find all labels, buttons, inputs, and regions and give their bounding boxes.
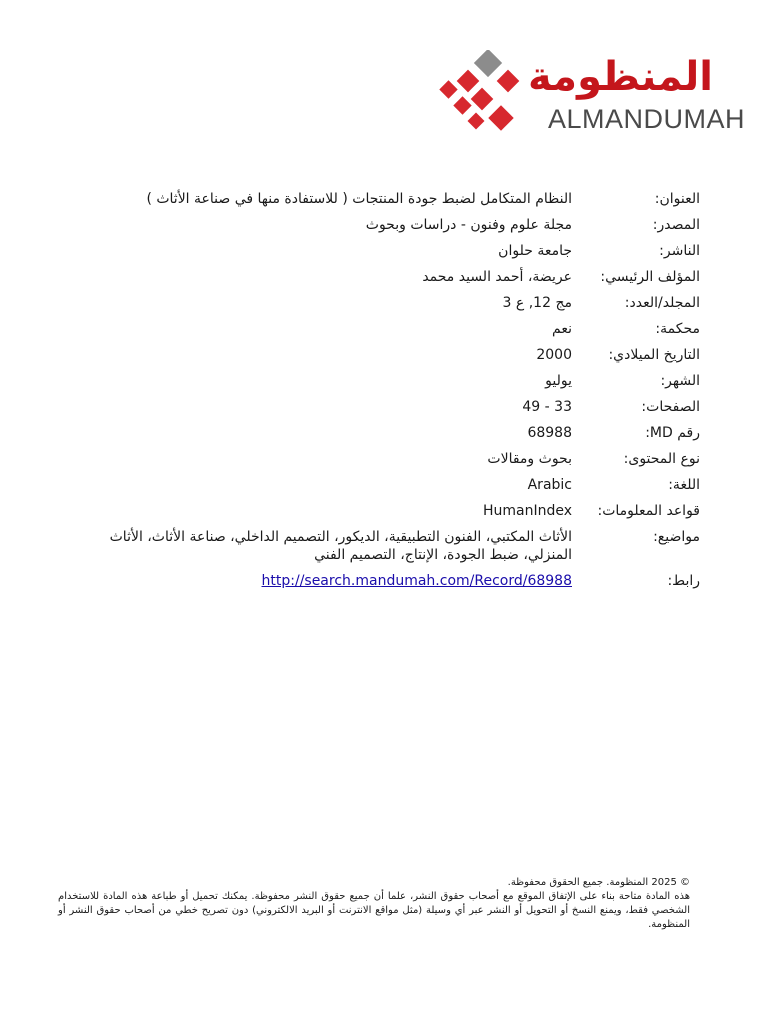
label-volume: المجلد/العدد: bbox=[624, 295, 700, 311]
value-publisher: جامعة حلوان bbox=[498, 243, 572, 259]
label-month: الشهر: bbox=[660, 373, 700, 389]
label-link: رابط: bbox=[667, 573, 700, 589]
value-language: Arabic bbox=[527, 477, 572, 493]
logo-arabic-text: المنظومة bbox=[528, 54, 713, 100]
value-volume: مج 12, ع 3 bbox=[502, 295, 572, 311]
label-author: المؤلف الرئيسي: bbox=[600, 269, 700, 285]
value-peer-reviewed: نعم bbox=[552, 321, 572, 337]
value-pages: 33 - 49 bbox=[522, 399, 572, 415]
almandumah-logo bbox=[436, 50, 746, 140]
row-volume bbox=[80, 294, 700, 312]
logo-latin-text: ALMANDUMAH bbox=[548, 104, 746, 134]
row-title bbox=[80, 190, 700, 208]
row-md-number bbox=[80, 424, 700, 442]
record-link[interactable]: http://search.mandumah.com/Record/68988 bbox=[261, 573, 572, 589]
row-databases bbox=[80, 502, 700, 520]
value-subjects: الأثاث المكتبي، الفنون التطبيقية، الديكور، التصميم الداخلي، صناعة الأثاث، الأثاث المنزلي، ضبط الجودة، الإنتاج، التصميم الفني bbox=[109, 529, 572, 563]
label-source: المصدر: bbox=[652, 217, 700, 233]
footer-notice bbox=[58, 876, 690, 932]
label-publisher: الناشر: bbox=[659, 243, 700, 259]
row-pages bbox=[80, 398, 700, 416]
row-language bbox=[80, 476, 700, 494]
label-content-type: نوع المحتوى: bbox=[623, 451, 700, 467]
label-year: التاريخ الميلادي: bbox=[608, 347, 700, 363]
label-language: اللغة: bbox=[668, 477, 700, 493]
row-year bbox=[80, 346, 700, 364]
label-subjects: مواضيع: bbox=[653, 529, 700, 545]
logo-diamond-mark bbox=[436, 50, 536, 140]
row-content-type bbox=[80, 450, 700, 468]
row-month bbox=[80, 372, 700, 390]
value-content-type: بحوث ومقالات bbox=[487, 451, 572, 467]
footer-terms: هذه المادة متاحة بناء على الإتفاق الموقع مع أصحاب حقوق النشر، علما أن جميع حقوق النشر محفوظة. يمكنك تحميل أو طباعة هذه المادة للاستخدام الشخصي فقط، ويمنع النسخ أو التحويل أو النشر عبر أي وسيلة (مثل مواقع الانترنت أو البريد الالكتروني) دون تصريح خطي من أصحاب حقوق النشر أو المنظومة. bbox=[58, 891, 690, 930]
label-title: العنوان: bbox=[654, 191, 700, 207]
row-author bbox=[80, 268, 700, 286]
footer-copyright: © 2025 المنظومة. جميع الحقوق محفوظة. bbox=[507, 877, 690, 888]
label-databases: قواعد المعلومات: bbox=[597, 503, 700, 519]
value-year: 2000 bbox=[536, 347, 572, 363]
value-link bbox=[80, 572, 572, 590]
label-md-number: رقم MD: bbox=[645, 425, 700, 441]
value-md-number: 68988 bbox=[527, 425, 572, 441]
value-author: عريضة، أحمد السيد محمد bbox=[422, 269, 572, 285]
label-peer-reviewed: محكمة: bbox=[655, 321, 700, 337]
value-title: النظام المتكامل لضبط جودة المنتجات ( للاستفادة منها في صناعة الأثاث ) bbox=[146, 191, 572, 207]
record-metadata bbox=[80, 190, 700, 598]
value-month: يوليو bbox=[545, 373, 572, 389]
row-publisher bbox=[80, 242, 700, 260]
label-pages: الصفحات: bbox=[641, 399, 700, 415]
row-source bbox=[80, 216, 700, 234]
value-source: مجلة علوم وفنون - دراسات وبحوث bbox=[365, 217, 572, 233]
row-subjects bbox=[80, 528, 700, 564]
row-peer-reviewed bbox=[80, 320, 700, 338]
row-link bbox=[80, 572, 700, 590]
value-databases: HumanIndex bbox=[482, 503, 572, 519]
